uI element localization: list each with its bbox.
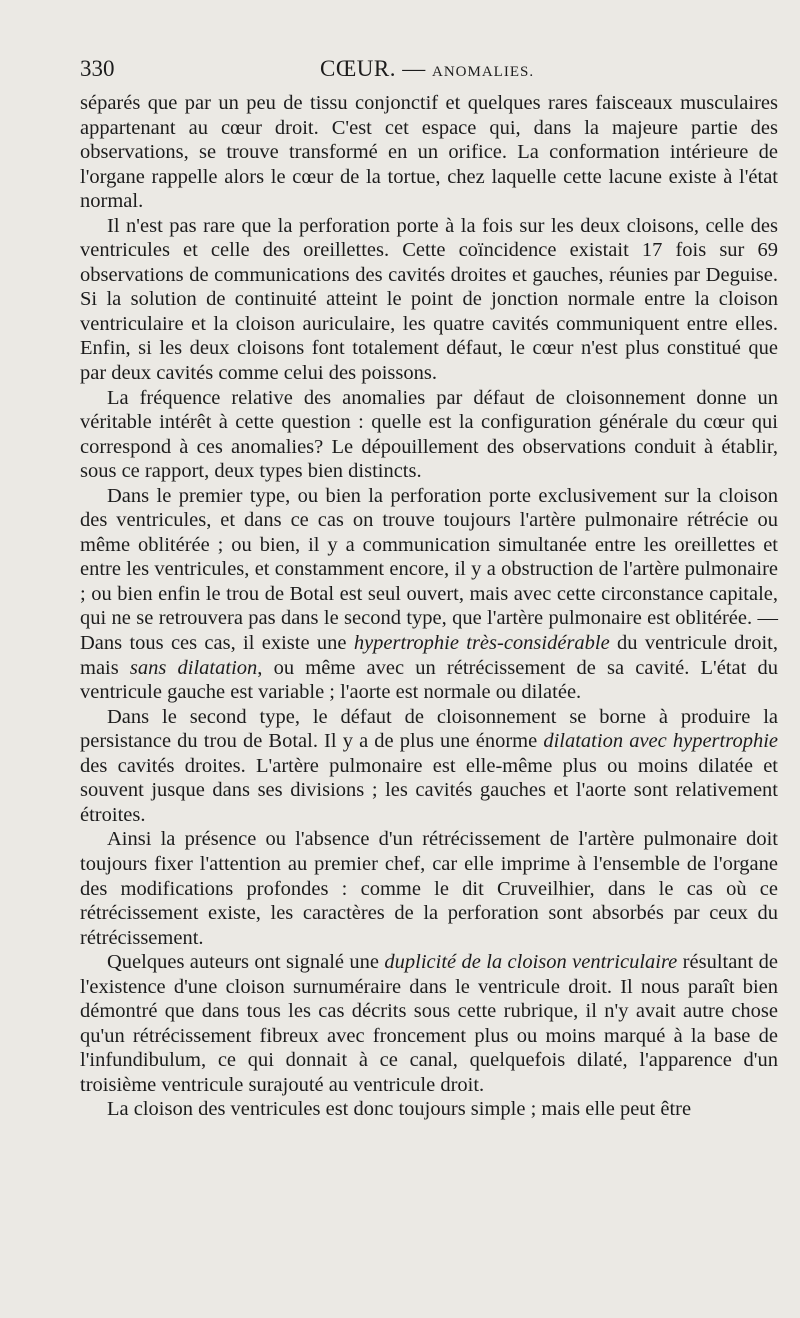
paragraph-text: du ventricule droit, mais	[80, 632, 778, 679]
paragraph-1	[80, 91, 778, 214]
paragraph-text: des cavités droites. L'artère pulmonaire est elle-même plus ou moins dilatée et souvent jusque dans ses divisions ; les cavités gauches et l'aorte sont relativement étroites.	[80, 754, 778, 826]
paragraph-text: Dans le premier type, ou bien la perforation porte exclusivement sur la cloison des ventricules, et dans ce cas on trouve toujours l'artère pulmonaire rétrécie ou même oblitérée ; ou bien, il y a communication simultanée entre les oreillettes et entre les ventricules, et constamment encore, il y a obstruction de l'artère pulmonaire ; ou bien enfin le trou de Botal est seul ouvert, mais avec cette circonstance capitale, qui ne se retrouvera pas dans le second type, que l'artère pulmonaire est oblitérée. — Dans tous ces cas, il existe une	[80, 484, 778, 655]
running-title-separator: —	[402, 56, 426, 81]
paragraph-text: Dans le second type, le défaut de cloisonnement se borne à produire la persistance du trou de Botal. Il y a de plus une énorme	[80, 705, 778, 753]
italic-phrase: duplicité de la cloison ventriculaire	[384, 951, 678, 974]
paragraph-4	[80, 484, 778, 705]
page-number: 330	[80, 56, 115, 81]
running-title-main: CŒUR.	[320, 56, 396, 81]
paragraph-text: résultant de l'existence d'une cloison surnuméraire dans le ventricule droit. Il nous paraît bien démontré que dans tous les cas décrits sous cette rubrique, il n'y avait autre chose qu'un rétrécissement fibreux avec froncement plus ou moins marqué à la base de l'infundibulum, ce qui donnait à ce canal, quelquefois dilaté, l'apparence d'un troisième ventricule surajouté au ventricule droit.	[80, 951, 778, 1096]
paragraph-text: La cloison des ventricules est donc toujours simple ; mais elle peut être	[107, 1098, 692, 1121]
page-header	[80, 56, 764, 88]
running-title	[320, 56, 534, 82]
paragraph-text: Il n'est pas rare que la perforation porte à la fois sur les deux cloisons, celle des ventricules et celle des oreillettes. Cette coïncidence existait 17 fois sur 69 observations de communications des cavités droites et gauches, réunies par Deguise. Si la solution de continuité atteint le point de jonction normale entre la cloison ventriculaire et la cloison auriculaire, les quatre cavités communiquent entre elles. Enfin, si les deux cloisons font totalement défaut, le cœur n'est plus constitué que par deux cavités comme celui des poissons.	[80, 214, 778, 385]
paragraph-text: Quelques auteurs ont signalé une	[107, 951, 385, 974]
running-title-section: ANOMALIES.	[432, 64, 535, 80]
italic-phrase: dilatation avec hypertrophie	[543, 730, 778, 753]
paragraph-5	[80, 705, 778, 828]
paragraph-text: séparés que par un peu de tissu conjonctif et quelques rares faisceaux musculaires appartenant au cœur droit. C'est cet espace qui, dans la majeure partie des observations, se trouve transformé en un orifice. La conformation intérieure de l'organe rappelle alors le cœur de la tortue, chez laquelle cette lacune existe à l'état normal.	[80, 92, 778, 213]
paragraph-text: La fréquence relative des anomalies par défaut de cloisonnement donne un véritable intérêt à cette question : quelle est la configuration générale du cœur qui correspond à ces anomalies? Le dépouillement des observations conduit à établir, sous ce rapport, deux types bien distincts.	[80, 386, 778, 483]
paragraph-7	[80, 950, 778, 1097]
paragraph-2	[80, 214, 778, 386]
paragraph-text: , ou même avec un rétrécissement de sa cavité. L'état du ventricule gauche est variable ; l'aorte est normale ou dilatée.	[80, 656, 779, 704]
paragraph-8	[80, 1097, 778, 1122]
paragraph-3	[80, 386, 778, 484]
italic-phrase: hypertrophie très-considérable	[353, 632, 610, 655]
paragraph-text: Ainsi la présence ou l'absence d'un rétrécissement de l'artère pulmonaire doit toujours fixer l'attention au premier chef, car elle imprime à l'ensemble de l'organe des modifications profondes : comme le dit Cruveilhier, dans le cas où ce rétrécissement existe, les caractères de la perforation sont absorbés par ceux du rétrécissement.	[80, 828, 778, 949]
paragraph-6	[80, 827, 778, 950]
italic-phrase: sans dilatation	[129, 656, 258, 679]
body-text	[80, 91, 778, 1122]
